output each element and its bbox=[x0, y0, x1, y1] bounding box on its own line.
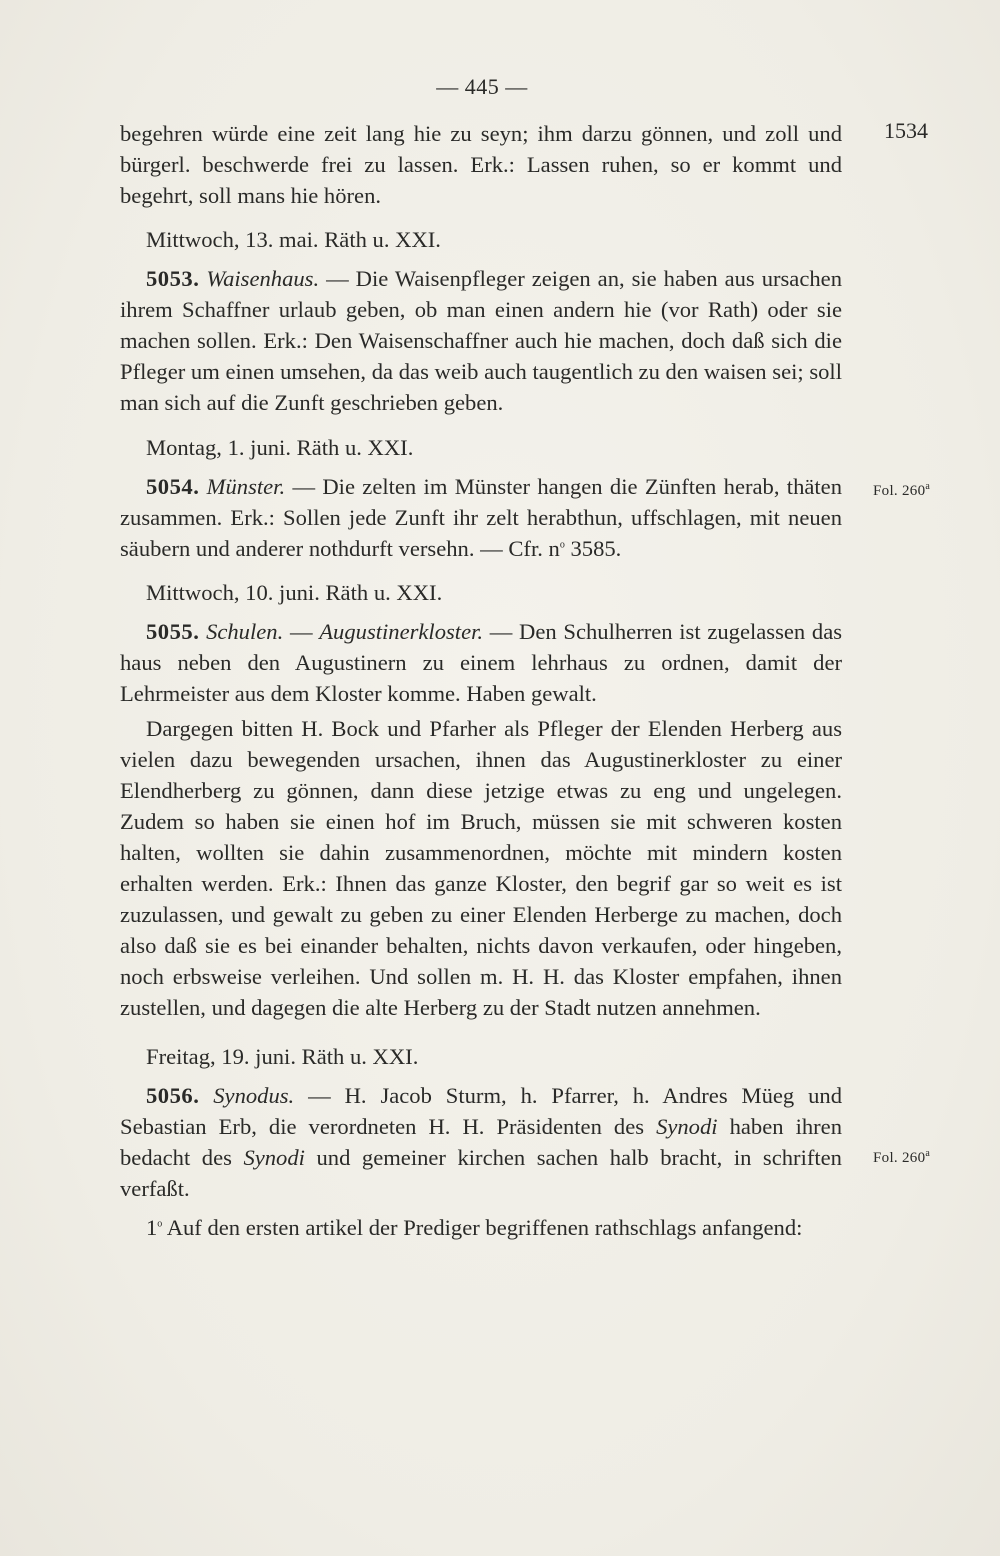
entry-5055 bbox=[120, 616, 842, 709]
article-prefix-sup: o bbox=[157, 1218, 163, 1230]
article-prefix: 1 bbox=[146, 1215, 158, 1240]
margin-folio-note bbox=[873, 483, 930, 500]
ref-number: 3585. bbox=[564, 536, 622, 561]
italic-term: Synodi bbox=[243, 1145, 305, 1170]
entry-keyword: Waisenhaus. bbox=[206, 266, 320, 291]
entry-text: und gemeiner kirchen sachen halb bracht, in schriften verfaßt. bbox=[120, 1145, 842, 1201]
entry-keyword: Schulen. bbox=[206, 619, 284, 644]
entry-keyword: Synodus. bbox=[213, 1083, 295, 1108]
entry-text: — Die zelten im Münster hangen die Zünften herab, thäten zusammen. Erk.: Sollen jede Zunft ihr zelt herabthun, uffschlagen, mit neuen säubern und anderer nothdurft versehn. — Cfr. n bbox=[120, 474, 843, 561]
entry-5053 bbox=[120, 263, 842, 418]
italic-term: Synodi bbox=[656, 1114, 718, 1139]
entry-keyword: Münster. bbox=[206, 474, 286, 499]
main-text bbox=[120, 118, 842, 1243]
entry-text: — Den Schulherren ist zugelassen das haus neben den Augustinern zu einem lehrhaus zu ordnen, damit der Lehrmeister aus dem Kloster komme. Haben gewalt. bbox=[120, 619, 843, 706]
dateline: Montag, 1. juni. Räth u. XXI. bbox=[146, 435, 414, 460]
entry-text: haben ihren bedacht des bbox=[120, 1114, 842, 1170]
margin-folio-text: Fol. 260 bbox=[873, 1150, 926, 1166]
dateline: Freitag, 19. juni. Räth u. XXI. bbox=[146, 1044, 419, 1069]
entry-text: — Die Waisenpfleger zeigen an, sie haben aus ursachen ihrem Schaffner urlaub geben, ob man einen andern hie (vor Rath) oder sie machen sollen. Erk.: Den Waisenschaffner auch hie machen, doch daß sich die Pfleger um einen umsehen, da das weib auch taugentlich zu den waisen sei; soll man sich auf die Zunft geschrieben geben. bbox=[120, 266, 842, 415]
dateline: Mittwoch, 13. mai. Räth u. XXI. bbox=[146, 227, 441, 252]
entry-text: — H. Jacob Sturm, h. Pfarrer, h. Andres Müeg und Sebastian Erb, die verordneten H. H. Präsidenten des bbox=[120, 1083, 842, 1139]
intro-paragraph: begehren würde eine zeit lang hie zu seyn; ihm darzu gönnen, und zoll und bürgerl. beschwerde frei zu lassen. Erk.: Lassen ruhen, so er kommt und begehrt, soll mans hie hören. bbox=[120, 121, 842, 208]
entry-keyword: Augustinerkloster. bbox=[319, 619, 484, 644]
entry-number: 5056. bbox=[146, 1083, 200, 1108]
margin-folio-sup: a bbox=[925, 1148, 931, 1159]
ref-superscript: o bbox=[559, 539, 565, 551]
entry-number: 5054. bbox=[146, 474, 200, 499]
paragraph-dargegen: Dargegen bitten H. Bock und Pfarher als Pfleger der Elenden Herberg aus vielen dazu bewegenden ursachen, ihnen das Augustinerkloster zu einer Elendherberg zu gönnen, dann diese jetzige etwas zu eng und ungelegen. Zudem so haben sie einen hof im Bruch, müssen sie mit schweren kosten halten, wollten sie dahin zusammenordnen, möchte mit mindern kosten erhalten werden. Erk.: Ihnen das ganze Kloster, den begrif gar so weit es ist zuzulassen, und gewalt zu geben zu einer Elenden Herberge zu machen, doch also daß sie es bei einander behalten, nichts davon verkaufen, oder hingeben, noch erbsweise verleihen. Und sollen m. H. H. das Kloster empfahen, ihnen zustellen, und dagegen die alte Herberg zu der Stadt nutzen annehmen. bbox=[120, 716, 842, 1020]
entry-number: 5055. bbox=[146, 619, 200, 644]
article-paragraph bbox=[120, 1212, 842, 1243]
entry-5056 bbox=[120, 1080, 842, 1204]
margin-folio-sup: a bbox=[925, 481, 931, 492]
page-number: — 445 — bbox=[436, 74, 528, 99]
margin-year: 1534 bbox=[884, 118, 928, 143]
entry-5054 bbox=[120, 471, 842, 564]
entry-separator: — bbox=[283, 619, 320, 644]
dateline: Mittwoch, 10. juni. Räth u. XXI. bbox=[146, 580, 443, 605]
article-text: Auf den ersten artikel der Prediger begriffenen rathschlags anfangend: bbox=[162, 1215, 803, 1240]
margin-folio-text: Fol. 260 bbox=[873, 483, 926, 499]
entry-number: 5053. bbox=[146, 266, 200, 291]
margin-folio-note bbox=[873, 1150, 930, 1167]
